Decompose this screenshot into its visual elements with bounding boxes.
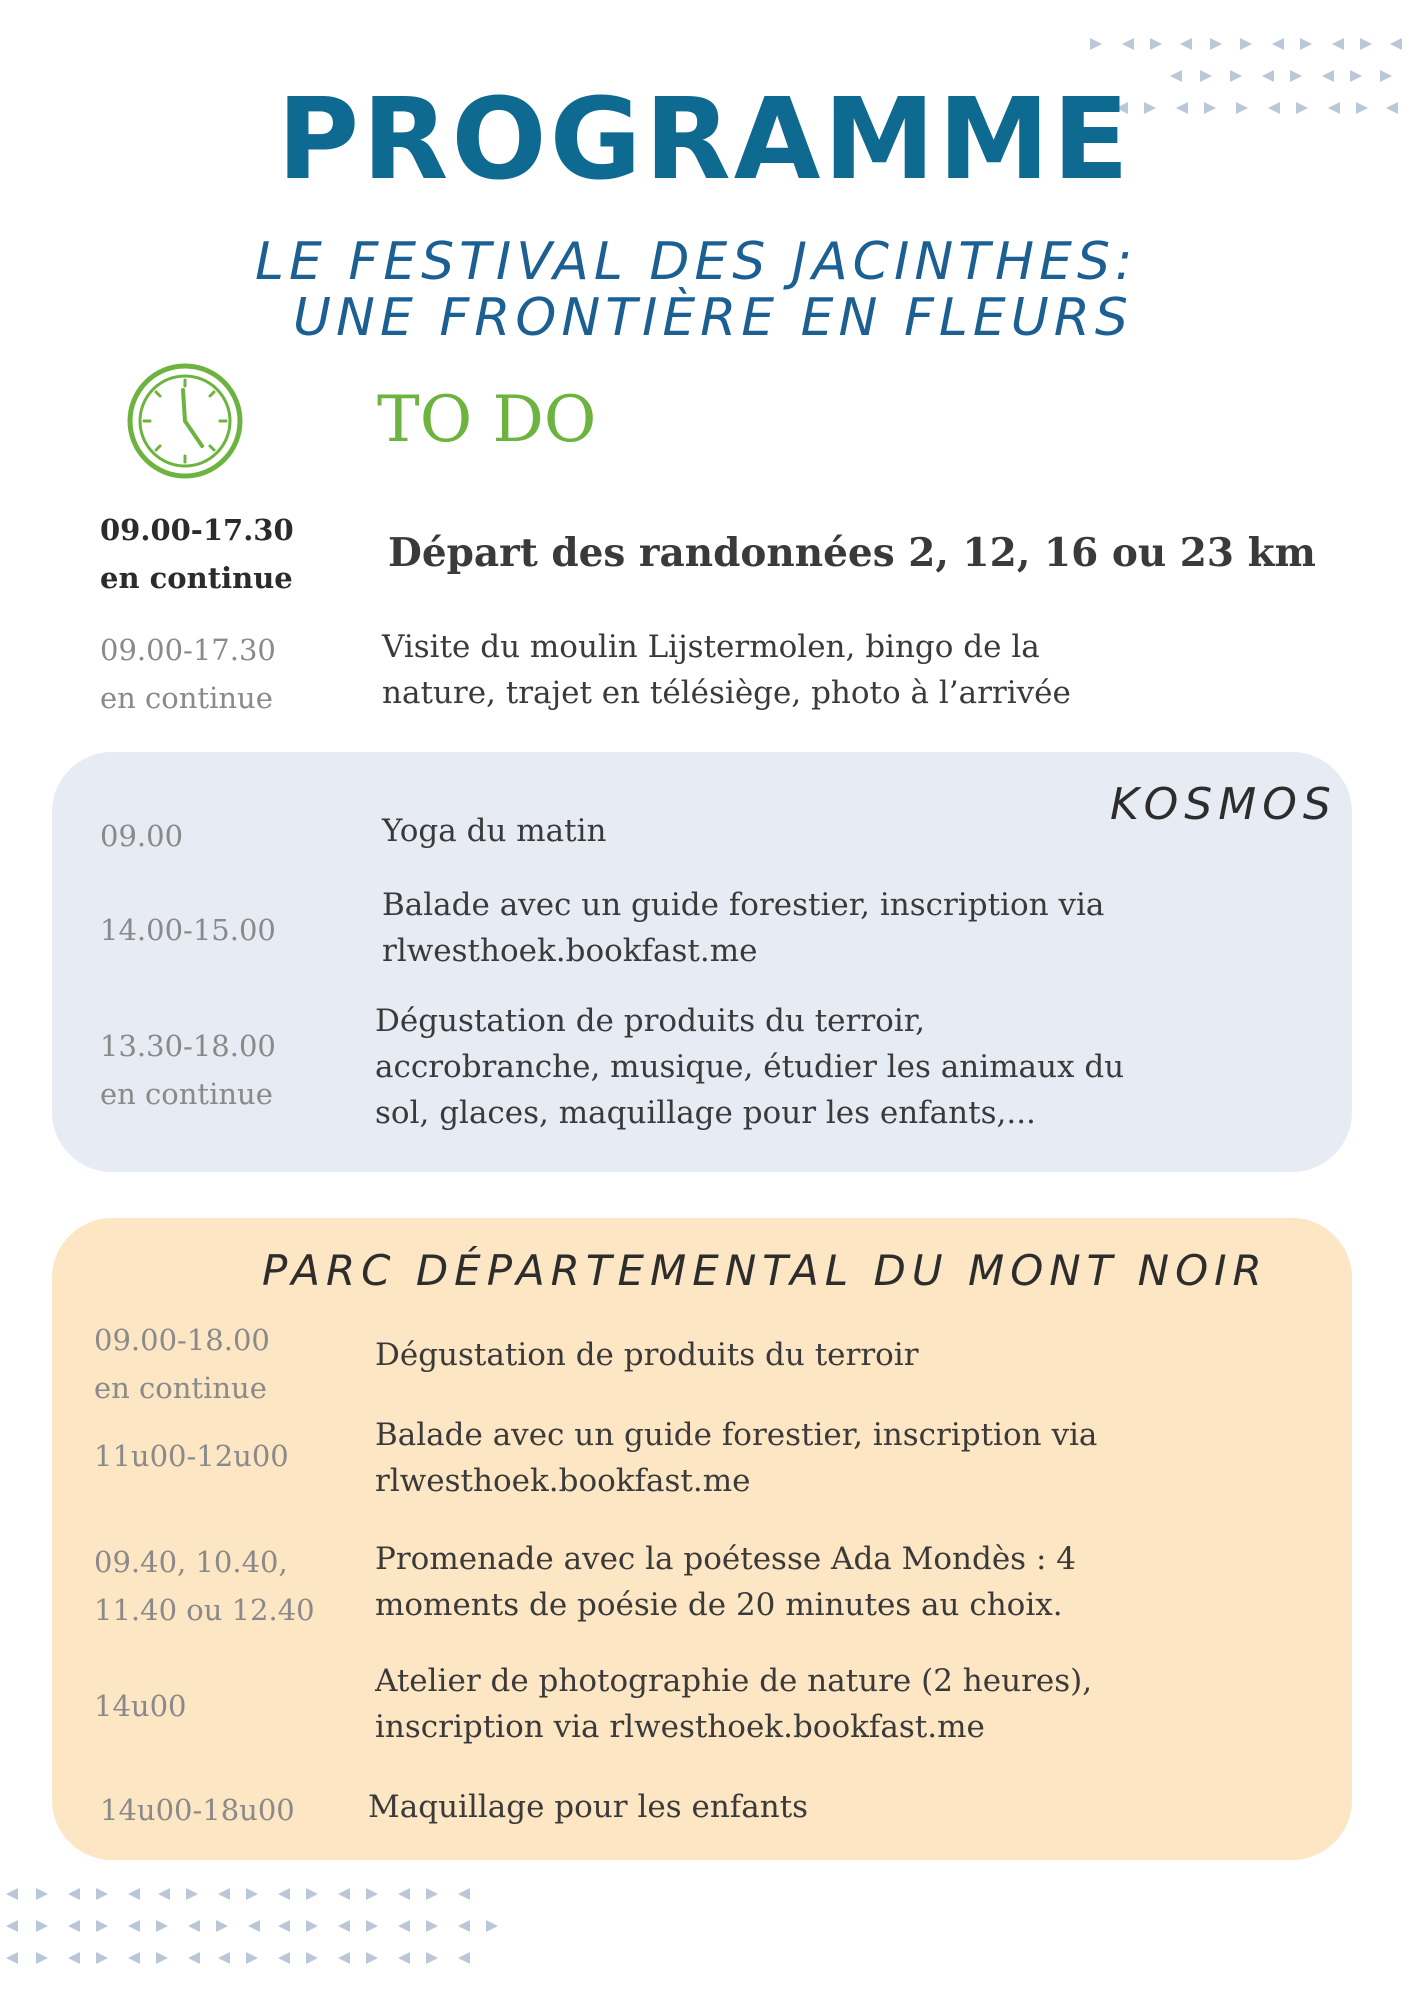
mont-noir-item-2-text-1: Balade avec un guide forestier, inscription via bbox=[375, 1417, 1098, 1453]
mont-noir-item-1-text: Dégustation de produits du terroir bbox=[375, 1337, 919, 1373]
mont-noir-label: PARC DÉPARTEMENTAL DU MONT NOIR bbox=[262, 1246, 1268, 1295]
kosmos-item-2-text-1: Balade avec un guide forestier, inscription via bbox=[382, 887, 1105, 923]
kosmos-item-1-time: 09.00 bbox=[100, 819, 184, 853]
intro-row-2-time: 09.00-17.30 bbox=[100, 633, 276, 667]
kosmos-item-2-text-2: rlwesthoek.bookfast.me bbox=[382, 933, 758, 969]
triangle-row-1 bbox=[1090, 38, 1402, 50]
mont-noir-item-3-time: 09.40, 10.40, bbox=[94, 1545, 288, 1579]
kosmos-item-2-time: 14.00-15.00 bbox=[100, 913, 276, 947]
intro-row-1-time: 09.00-17.30 bbox=[100, 513, 294, 547]
mont-noir-item-3-text-1: Promenade avec la poétesse Ada Mondès : 4 bbox=[375, 1541, 1076, 1577]
kosmos-item-3-text-1: Dégustation de produits du terroir, bbox=[375, 1003, 925, 1039]
mont-noir-item-2-text-2: rlwesthoek.bookfast.me bbox=[375, 1463, 751, 1499]
triangle-row-b1 bbox=[6, 1888, 470, 1900]
kosmos-item-1-text: Yoga du matin bbox=[382, 813, 607, 849]
mont-noir-item-5-text: Maquillage pour les enfants bbox=[368, 1789, 809, 1825]
mont-noir-item-4-text-2: inscription via rlwesthoek.bookfast.me bbox=[375, 1709, 985, 1745]
mont-noir-item-5-time: 14u00-18u00 bbox=[100, 1793, 295, 1827]
subtitle-line-1: LE FESTIVAL DES JACINTHES: bbox=[255, 232, 1138, 292]
mont-noir-item-2-time: 11u00-12u00 bbox=[94, 1439, 289, 1473]
kosmos-item-3-time: 13.30-18.00 bbox=[100, 1029, 276, 1063]
todo-label: TO DO bbox=[377, 383, 597, 457]
mont-noir-item-1-time: 09.00-18.00 bbox=[94, 1323, 270, 1357]
mont-noir-item-3-time-note: 11.40 ou 12.40 bbox=[94, 1593, 315, 1627]
kosmos-item-3-text-3: sol, glaces, maquillage pour les enfants,... bbox=[375, 1095, 1036, 1131]
triangle-row-b2 bbox=[6, 1920, 498, 1932]
intro-row-2-text-1: Visite du moulin Lijstermolen, bingo de la bbox=[382, 629, 1040, 665]
intro-row-2-time-note: en continue bbox=[100, 681, 273, 715]
mont-noir-item-4-text-1: Atelier de photographie de nature (2 heures), bbox=[375, 1663, 1093, 1699]
triangle-row-b3 bbox=[6, 1952, 470, 1964]
kosmos-label: KOSMOS bbox=[1110, 779, 1337, 830]
clock-icon bbox=[126, 362, 244, 480]
intro-row-2-text-2: nature, trajet en télésiège, photo à l’arrivée bbox=[382, 675, 1071, 711]
kosmos-item-3-text-2: accrobranche, musique, étudier les animaux du bbox=[375, 1049, 1125, 1085]
mont-noir-item-4-time: 14u00 bbox=[94, 1689, 187, 1723]
triangle-pattern-bottom bbox=[0, 1878, 520, 1988]
subtitle-line-2: UNE FRONTIÈRE EN FLEURS bbox=[293, 288, 1133, 348]
mont-noir-item-3-text-2: moments de poésie de 20 minutes au choix. bbox=[375, 1587, 1063, 1623]
page-title: PROGRAMME bbox=[277, 75, 1132, 205]
mont-noir-item-1-time-note: en continue bbox=[94, 1371, 267, 1405]
intro-row-1-time-note: en continue bbox=[100, 561, 293, 595]
intro-row-1-text: Départ des randonnées 2, 12, 16 ou 23 km bbox=[388, 530, 1316, 576]
kosmos-item-3-time-note: en continue bbox=[100, 1077, 273, 1111]
